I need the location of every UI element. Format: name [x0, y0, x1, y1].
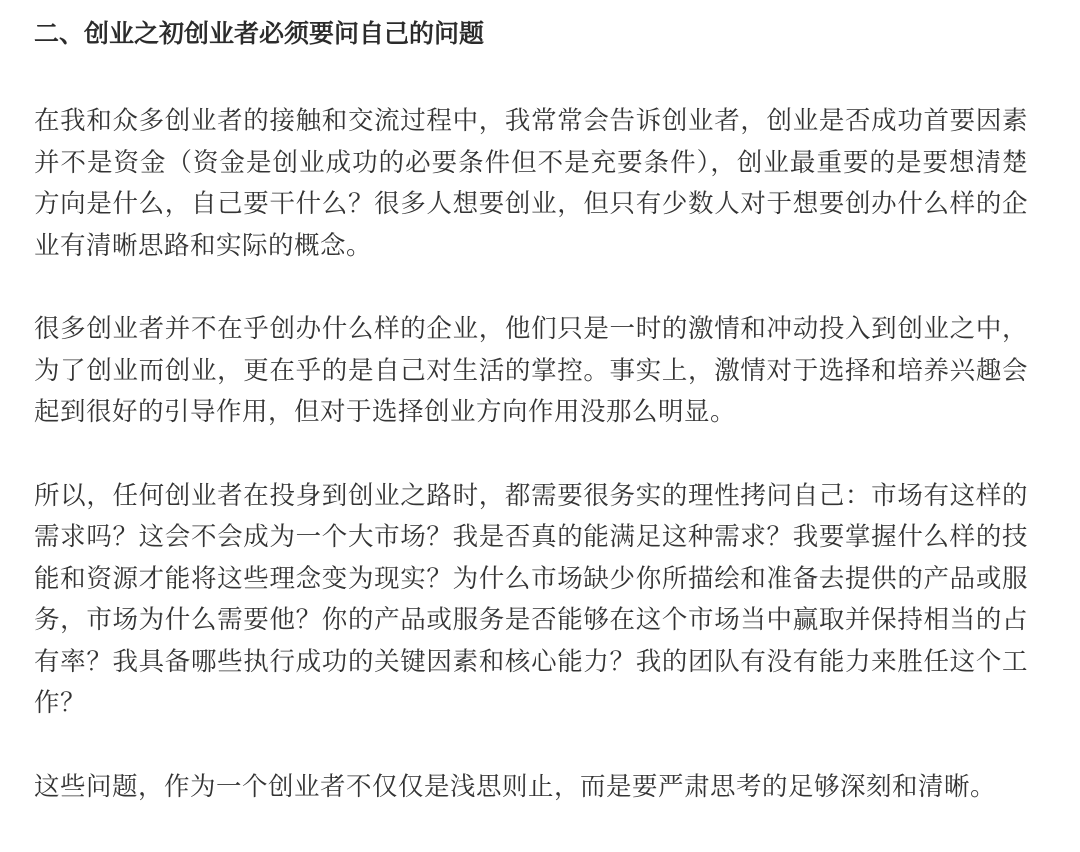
article-body: [34, 0, 1028, 808]
paragraph-1: 在我和众多创业者的接触和交流过程中，我常常会告诉创业者，创业是否成功首要因素并不是资金（资金是创业成功的必要条件但不是充要条件），创业最重要的是要想清楚方向是什么，自己要干什么？很多人想要创业，但只有少数人对于想要创办什么样的企业有清晰思路和实际的概念。: [34, 106, 1028, 261]
paragraph-2: 很多创业者并不在乎创办什么样的企业，他们只是一时的激情和冲动投入到创业之中，为了创业而创业，更在乎的是自己对生活的掌控。事实上，激情对于选择和培养兴趣会起到很好的引导作用，但对于选择创业方向作用没那么明显。: [34, 314, 1028, 427]
section-heading: 二、创业之初创业者必须要问自己的问题: [34, 19, 485, 48]
paragraph-3: 所以，任何创业者在投身到创业之路时，都需要很务实的理性拷问自己：市场有这样的需求吗？这会不会成为一个大市场？我是否真的能满足这种需求？我要掌握什么样的技能和资源才能将这些理念变为现实？为什么市场缺少你所描绘和准备去提供的产品或服务，市场为什么需要他？你的产品或服务是否能够在这个市场当中赢取并保持相当的占有率？我具备哪些执行成功的关键因素和核心能力？我的团队有没有能力来胜任这个工作？: [34, 480, 1028, 718]
paragraph-4: 这些问题，作为一个创业者不仅仅是浅思则止，而是要严肃思考的足够深刻和清晰。: [34, 771, 997, 802]
